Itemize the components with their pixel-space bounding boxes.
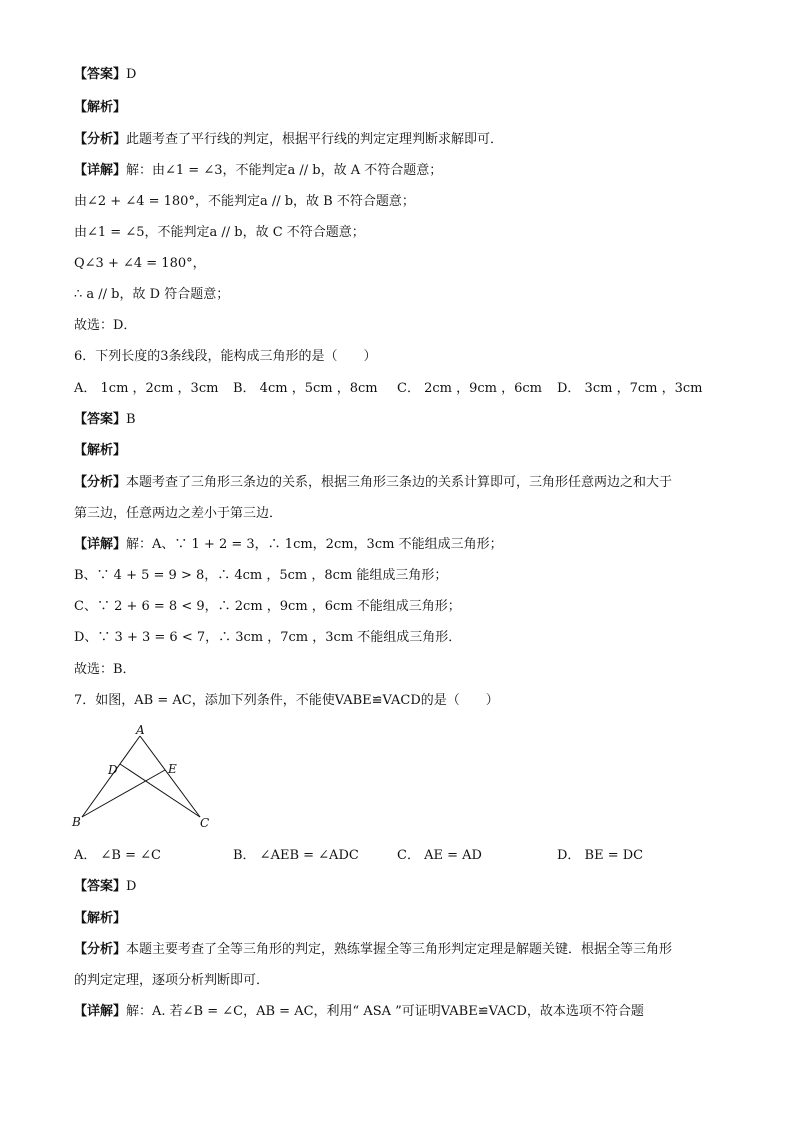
- q7-analysis-tag: 【解析】: [74, 911, 127, 926]
- q7-question: 7．如图，AB = AC，添加下列条件，不能使VABE≌VACD的是（ ）: [74, 693, 499, 708]
- q6-analysis-heading: [74, 442, 126, 460]
- q5-fenxi-text: 此题考查了平行线的判定，根据平行线的判定定理判断求解即可．: [126, 132, 504, 147]
- q6-analysis-tag: 【解析】: [74, 443, 127, 458]
- label-a: A: [136, 724, 145, 737]
- q7-xiangjie-text: 解：A. 若∠B = ∠C，AB = AC，利用“ ASA ”可证明VABE≌VACD，故本选项不符合题: [126, 1004, 644, 1019]
- q7-answer: D: [126, 879, 137, 894]
- q7-fenxi-tag: 【分析】: [74, 942, 127, 957]
- q7-option-d: D． BE = DC: [557, 848, 644, 863]
- q7-fenxi-line: [74, 941, 672, 959]
- q6-xiangjie-line: [74, 536, 503, 554]
- q5-solution-line: 由∠2 + ∠4 = 180°，不能判定a // b，故 B 不符合题意；: [74, 194, 415, 209]
- q7-answer-tag: 【答案】: [74, 879, 127, 894]
- q6-solution-line: B、∵ 4 + 5 = 9 > 8，∴ 4cm ，5cm ，8cm 能组成三角形；: [74, 568, 448, 583]
- q6-xiangjie-tag: 【详解】: [74, 537, 127, 552]
- q5-fenxi-line: [74, 131, 503, 149]
- label-c: C: [200, 816, 210, 830]
- side-ac: [140, 736, 200, 817]
- q5-solution-line: ∴ a // b，故 D 符合题意；: [74, 287, 230, 302]
- q6-answer-line: [74, 411, 136, 429]
- label-d: D: [108, 763, 118, 777]
- q7-fenxi-line2: 的判定定理，逐项分析判断即可．: [74, 973, 270, 988]
- q6-solution-line: D、∵ 3 + 3 = 6 < 7，∴ 3cm ，7cm ，3cm 不能组成三角形．: [74, 630, 462, 645]
- q6-fenxi-line: [74, 474, 672, 492]
- q5-solution-line: 由∠1 = ∠5，不能判定a // b，故 C 不符合题意；: [74, 225, 365, 240]
- q5-xiangjie-tag: 【详解】: [74, 163, 127, 178]
- q7-option-a: A． ∠B = ∠C: [74, 848, 161, 863]
- q6-xiangjie-text: 解：A、∵ 1 + 2 = 3，∴ 1cm，2cm，3cm 不能组成三角形；: [126, 537, 503, 552]
- label-b: B: [72, 815, 81, 829]
- q6-fenxi-text: 本题考查了三角形三条边的关系，根据三角形三条边的关系计算即可，三角形任意两边之和大于: [126, 475, 673, 490]
- q7-option-b: B． ∠AEB = ∠ADC: [233, 848, 359, 863]
- segment-be: [82, 770, 165, 817]
- q6-answer: B: [126, 412, 136, 427]
- q6-option-a: A． 1cm ，2cm ，3cm: [74, 381, 219, 396]
- q5-analysis-heading: [74, 99, 126, 117]
- q6-option-d: D． 3cm ，7cm ，3cm: [557, 381, 703, 396]
- q6-answer-tag: 【答案】: [74, 412, 127, 427]
- q7-option-c: C． AE = AD: [397, 848, 482, 863]
- q5-solution-line: Q∠3 + ∠4 = 180°，: [74, 256, 206, 271]
- segment-cd: [120, 764, 200, 817]
- q6-question: 6．下列长度的3条线段，能构成三角形的是（ ）: [74, 349, 377, 364]
- q7-xiangjie-tag: 【详解】: [74, 1004, 127, 1019]
- q5-xiangjie-line: [74, 162, 442, 180]
- label-e: E: [168, 762, 177, 776]
- q6-option-b: B． 4cm ，5cm ，8cm: [233, 381, 378, 396]
- q5-answer-line: [74, 66, 136, 84]
- q7-analysis-heading: [74, 910, 126, 928]
- q6-fenxi-line2: 第三边，任意两边之差小于第三边．: [74, 506, 283, 521]
- q5-conclusion: 故选：D．: [74, 318, 137, 333]
- q5-analysis-tag: 【解析】: [74, 100, 127, 115]
- q5-answer: D: [126, 67, 137, 82]
- q5-xiangjie-text: 解：由∠1 = ∠3，不能判定a // b，故 A 不符合题意；: [126, 163, 443, 178]
- q5-fenxi-tag: 【分析】: [74, 132, 127, 147]
- q6-solution-line: C、∵ 2 + 6 = 8 < 9，∴ 2cm ，9cm ，6cm 不能组成三角形；: [74, 599, 461, 614]
- q6-option-c: C． 2cm ，9cm ，6cm: [397, 381, 542, 396]
- q6-fenxi-tag: 【分析】: [74, 475, 127, 490]
- q6-conclusion: 故选：B．: [74, 662, 136, 677]
- q7-answer-line: [74, 878, 136, 896]
- q5-answer-tag: 【答案】: [74, 67, 127, 82]
- q7-fenxi-text: 本题主要考查了全等三角形的判定，熟练掌握全等三角形判定定理是解题关键．根据全等三角形: [126, 942, 673, 957]
- triangle-figure: [70, 724, 220, 832]
- q7-xiangjie-line: [74, 1003, 644, 1021]
